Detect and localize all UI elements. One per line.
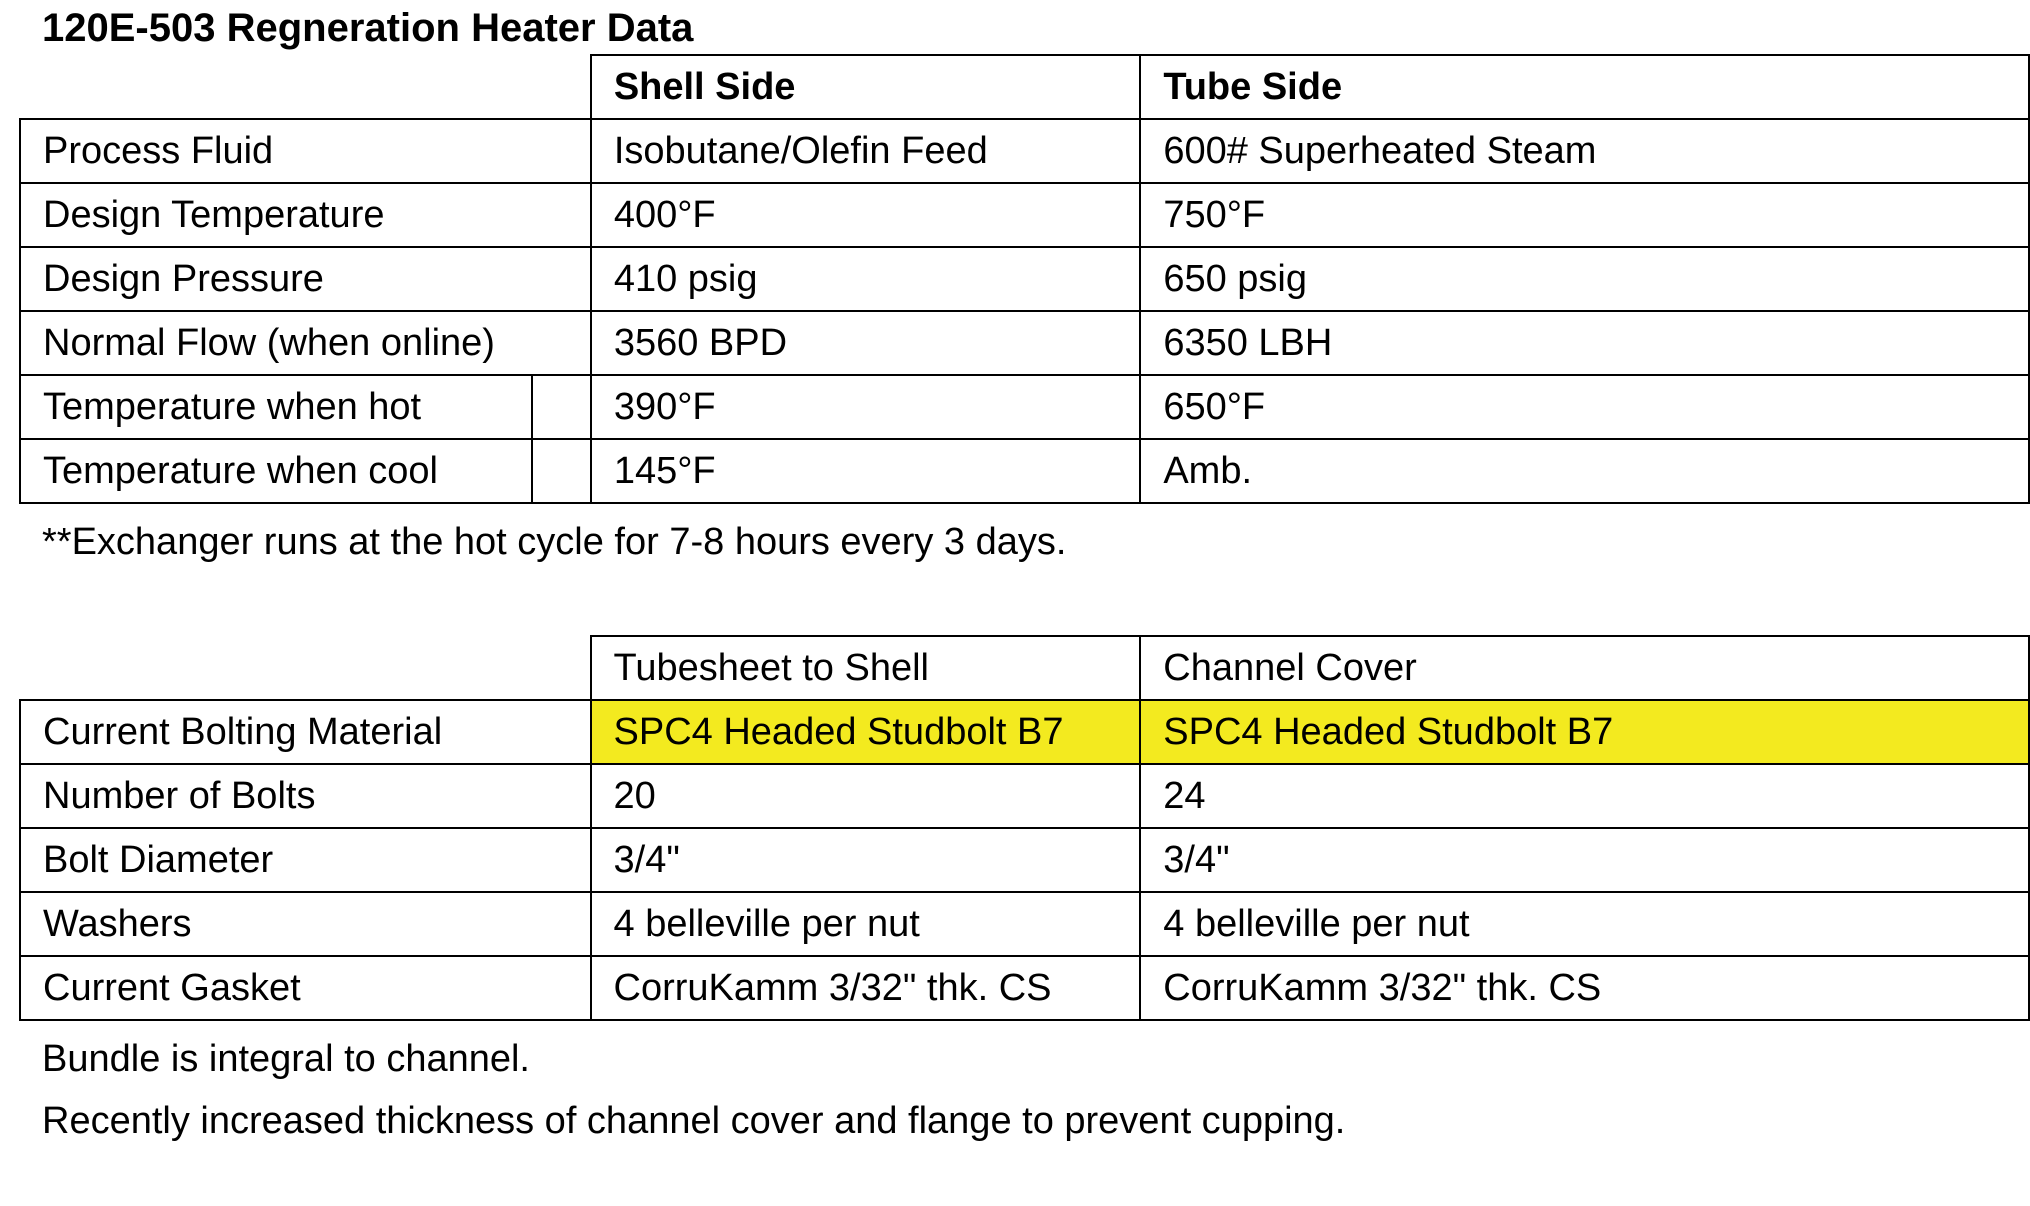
- table-row: [20, 183, 2029, 247]
- row-label: Current Bolting Material: [20, 700, 591, 764]
- table-row: [20, 311, 2029, 375]
- channel-value: 24: [1140, 764, 2029, 828]
- row-label: Temperature when cool: [21, 440, 533, 502]
- bolting-data-table: [19, 635, 2030, 1021]
- tubesheet-value: 4 belleville per nut: [591, 892, 1141, 956]
- row-label-cell: [20, 439, 591, 503]
- shell-side-value: 390°F: [591, 375, 1141, 439]
- shell-side-value: 145°F: [591, 439, 1141, 503]
- channel-value: 3/4": [1140, 828, 2029, 892]
- page-title: 120E-503 Regneration Heater Data: [42, 6, 694, 50]
- channel-value: CorruKamm 3/32" thk. CS: [1140, 956, 2029, 1020]
- shell-side-value: 400°F: [591, 183, 1141, 247]
- table-header-row: [20, 55, 2029, 119]
- tubesheet-value: 3/4": [591, 828, 1141, 892]
- row-label: Process Fluid: [20, 119, 591, 183]
- channel-value-highlighted: SPC4 Headed Studbolt B7: [1140, 700, 2029, 764]
- row-label: Current Gasket: [20, 956, 591, 1020]
- tubesheet-value-highlighted: SPC4 Headed Studbolt B7: [591, 700, 1141, 764]
- row-label: Bolt Diameter: [20, 828, 591, 892]
- header-shell-side: Shell Side: [591, 55, 1141, 119]
- channel-value: 4 belleville per nut: [1140, 892, 2029, 956]
- row-label: Number of Bolts: [20, 764, 591, 828]
- row-label-spacer: [533, 376, 590, 438]
- bundle-note: Bundle is integral to channel.: [42, 1038, 530, 1080]
- table-row: [20, 764, 2029, 828]
- tubesheet-value: 20: [591, 764, 1141, 828]
- row-label-spacer: [533, 440, 590, 502]
- tube-side-value: 6350 LBH: [1140, 311, 2029, 375]
- header-tubesheet-to-shell: Tubesheet to Shell: [591, 636, 1141, 700]
- table-row: [20, 956, 2029, 1020]
- row-label: Normal Flow (when online): [20, 311, 591, 375]
- table-header-row: [20, 636, 2029, 700]
- header-blank-cell: [20, 636, 591, 700]
- tube-side-value: 600# Superheated Steam: [1140, 119, 2029, 183]
- row-label: Design Pressure: [20, 247, 591, 311]
- table-row: [20, 892, 2029, 956]
- shell-side-value: Isobutane/Olefin Feed: [591, 119, 1141, 183]
- heater-data-table: [19, 54, 2030, 504]
- header-blank-cell: [20, 55, 591, 119]
- hot-cycle-note: **Exchanger runs at the hot cycle for 7-8 hours every 3 days.: [42, 521, 1067, 563]
- tubesheet-value: CorruKamm 3/32" thk. CS: [591, 956, 1141, 1020]
- row-label: Washers: [20, 892, 591, 956]
- tube-side-value: 750°F: [1140, 183, 2029, 247]
- shell-side-value: 3560 BPD: [591, 311, 1141, 375]
- header-tube-side: Tube Side: [1140, 55, 2029, 119]
- header-channel-cover: Channel Cover: [1140, 636, 2029, 700]
- table-row: [20, 375, 2029, 439]
- row-label: Temperature when hot: [21, 376, 533, 438]
- table-row: [20, 439, 2029, 503]
- cupping-note: Recently increased thickness of channel cover and flange to prevent cupping.: [42, 1100, 1346, 1142]
- tube-side-value: Amb.: [1140, 439, 2029, 503]
- row-label-cell: [20, 375, 591, 439]
- tube-side-value: 650°F: [1140, 375, 2029, 439]
- table-row: [20, 700, 2029, 764]
- row-label: Design Temperature: [20, 183, 591, 247]
- shell-side-value: 410 psig: [591, 247, 1141, 311]
- tube-side-value: 650 psig: [1140, 247, 2029, 311]
- table-row: [20, 828, 2029, 892]
- table-row: [20, 247, 2029, 311]
- table-row: [20, 119, 2029, 183]
